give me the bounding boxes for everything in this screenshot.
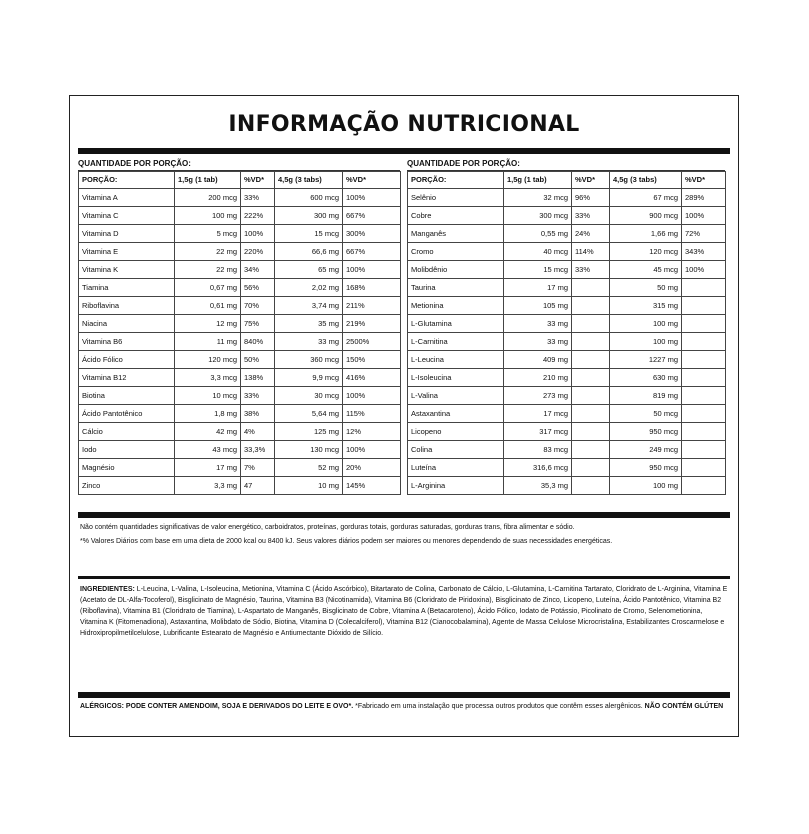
allergens: [80, 701, 728, 712]
dv-3-tabs: 100%: [343, 441, 401, 459]
amount-3-tabs: 819 mg: [610, 387, 682, 405]
amount-1-tab: 32 mcg: [504, 189, 572, 207]
nutrient-name: Selênio: [408, 189, 504, 207]
amount-1-tab: 316,6 mcg: [504, 459, 572, 477]
column-header: %VD*: [343, 172, 401, 189]
amount-1-tab: 83 mcg: [504, 441, 572, 459]
dv-1-tab: 34%: [241, 261, 275, 279]
column-header: %VD*: [572, 172, 610, 189]
amount-3-tabs: 900 mcg: [610, 207, 682, 225]
dv-1-tab: [572, 315, 610, 333]
amount-3-tabs: 120 mcg: [610, 243, 682, 261]
table-row: [408, 459, 726, 477]
amount-3-tabs: 1227 mg: [610, 351, 682, 369]
amount-3-tabs: 33 mg: [275, 333, 343, 351]
dv-3-tabs: [682, 315, 726, 333]
table-row: [79, 477, 401, 495]
nutrient-name: Vitamina K: [79, 261, 175, 279]
amount-3-tabs: 3,74 mg: [275, 297, 343, 315]
amount-3-tabs: 100 mg: [610, 333, 682, 351]
dv-3-tabs: [682, 387, 726, 405]
qty-header-right: QUANTIDADE POR PORÇÃO:: [407, 158, 725, 171]
dv-3-tabs: [682, 441, 726, 459]
amount-3-tabs: 15 mcg: [275, 225, 343, 243]
amount-3-tabs: 2,02 mg: [275, 279, 343, 297]
amount-3-tabs: 65 mg: [275, 261, 343, 279]
dv-1-tab: [572, 351, 610, 369]
dv-3-tabs: 100%: [343, 261, 401, 279]
nutrient-name: Luteína: [408, 459, 504, 477]
dv-1-tab: [572, 333, 610, 351]
table-row: [79, 423, 401, 441]
dv-3-tabs: 343%: [682, 243, 726, 261]
dv-3-tabs: 219%: [343, 315, 401, 333]
amount-3-tabs: 50 mg: [610, 279, 682, 297]
table-row: [408, 351, 726, 369]
table-row: [79, 315, 401, 333]
dv-3-tabs: [682, 297, 726, 315]
dv-3-tabs: 100%: [343, 387, 401, 405]
table-row: [408, 441, 726, 459]
dv-3-tabs: 20%: [343, 459, 401, 477]
table-row: [79, 351, 401, 369]
dv-1-tab: 50%: [241, 351, 275, 369]
nutrient-name: Tiamina: [79, 279, 175, 297]
dv-3-tabs: 416%: [343, 369, 401, 387]
amount-1-tab: 0,55 mg: [504, 225, 572, 243]
dv-1-tab: 33%: [241, 387, 275, 405]
ingredients-text: L-Leucina, L-Valina, L-Isoleucina, Metionina, Vitamina C (Ácido Ascórbico), Bitartarato de Colina, Carbonato de Cálcio, L-Glutamina, L-Carnitina Tartarato, Cloridrato de L-Arginina, Vitamina E (Acetato de DL-Alfa-Tocoferol), Bisglicinato de Magnésio, Taurina, Vitamina B3 (Nicotinamida), Vitamina B6 (Cloridrato de Piridoxina), Bisglicinato de Zinco, Licopeno, Luteína, Ácido Pantotênico, Vitamina B2 (Riboflavina), Vitamina B1 (Cloridrato de Tiamina), L-Aspartato de Manganês, Bisglicinato de Cobre, Vitamina A (Betacaroteno), Ácido Fólico, Iodato de Potássio, Picolinato de Cromo, Selenometionina, Vitamina K (Fitomenadiona), Astaxantina, Molibdato de Sódio, Biotina, Vitamina D (Colecalciferol), Vitamina B12 (Cianocobalamina), Agente de Massa Celulose Microcristalina, Estabilizantes Croscarmelose e Hidroxipropilmetilcelulose, Lubrificante Estearato de Magnésio e Antiumectante Dióxido de Silício.: [80, 586, 728, 637]
table-row: [79, 333, 401, 351]
amount-1-tab: 43 mcg: [175, 441, 241, 459]
table-row: [408, 405, 726, 423]
amount-1-tab: 17 mg: [175, 459, 241, 477]
amount-3-tabs: 100 mg: [610, 477, 682, 495]
amount-1-tab: 3,3 mcg: [175, 369, 241, 387]
nutrient-name: Metionina: [408, 297, 504, 315]
dv-1-tab: 7%: [241, 459, 275, 477]
amount-3-tabs: 30 mcg: [275, 387, 343, 405]
dv-1-tab: 222%: [241, 207, 275, 225]
table-row: [79, 369, 401, 387]
amount-3-tabs: 300 mg: [275, 207, 343, 225]
dv-1-tab: 33%: [572, 207, 610, 225]
amount-1-tab: 40 mcg: [504, 243, 572, 261]
dv-3-tabs: 211%: [343, 297, 401, 315]
amount-1-tab: 0,67 mg: [175, 279, 241, 297]
table-row: [79, 387, 401, 405]
amount-1-tab: 273 mg: [504, 387, 572, 405]
table-row: [408, 225, 726, 243]
dv-3-tabs: 667%: [343, 243, 401, 261]
amount-3-tabs: 50 mcg: [610, 405, 682, 423]
amount-3-tabs: 45 mcg: [610, 261, 682, 279]
nutrition-table-left: [78, 171, 401, 495]
table-row: [408, 423, 726, 441]
nutrition-label: [69, 95, 739, 737]
amount-1-tab: 0,61 mg: [175, 297, 241, 315]
amount-3-tabs: 630 mg: [610, 369, 682, 387]
dv-1-tab: 840%: [241, 333, 275, 351]
notes: [80, 522, 728, 547]
nutrient-name: L-Arginina: [408, 477, 504, 495]
nutrient-name: Taurina: [408, 279, 504, 297]
amount-1-tab: 120 mcg: [175, 351, 241, 369]
dv-3-tabs: [682, 333, 726, 351]
table-row: [408, 315, 726, 333]
dv-3-tabs: 12%: [343, 423, 401, 441]
table-row: [79, 297, 401, 315]
nutrient-name: L-Valina: [408, 387, 504, 405]
dv-3-tabs: 115%: [343, 405, 401, 423]
nutrient-name: Niacina: [79, 315, 175, 333]
amount-3-tabs: 35 mg: [275, 315, 343, 333]
table-row: [408, 333, 726, 351]
dv-1-tab: [572, 459, 610, 477]
dv-1-tab: [572, 369, 610, 387]
amount-1-tab: 17 mcg: [504, 405, 572, 423]
qty-header-left: QUANTIDADE POR PORÇÃO:: [78, 158, 400, 171]
dv-1-tab: 96%: [572, 189, 610, 207]
amount-3-tabs: 315 mg: [610, 297, 682, 315]
amount-3-tabs: 950 mcg: [610, 459, 682, 477]
nutrient-name: Ácido Pantotênico: [79, 405, 175, 423]
amount-3-tabs: 67 mcg: [610, 189, 682, 207]
dv-1-tab: 75%: [241, 315, 275, 333]
dv-1-tab: [572, 477, 610, 495]
amount-1-tab: 10 mcg: [175, 387, 241, 405]
table-row: [408, 207, 726, 225]
amount-3-tabs: 66,6 mg: [275, 243, 343, 261]
amount-1-tab: 105 mg: [504, 297, 572, 315]
dv-1-tab: [572, 279, 610, 297]
table-row: [408, 297, 726, 315]
table-row: [79, 459, 401, 477]
nutrient-name: L-Leucina: [408, 351, 504, 369]
amount-3-tabs: 249 mcg: [610, 441, 682, 459]
nutrient-name: Licopeno: [408, 423, 504, 441]
dv-3-tabs: 100%: [343, 189, 401, 207]
column-header: %VD*: [682, 172, 726, 189]
nutrient-name: Riboflavina: [79, 297, 175, 315]
table-row: [408, 243, 726, 261]
amount-1-tab: 210 mg: [504, 369, 572, 387]
dv-3-tabs: 145%: [343, 477, 401, 495]
table-row: [79, 441, 401, 459]
nutrient-name: Cálcio: [79, 423, 175, 441]
nutrient-name: Magnésio: [79, 459, 175, 477]
dv-1-tab: 38%: [241, 405, 275, 423]
amount-1-tab: 33 mg: [504, 333, 572, 351]
nutrient-name: Cromo: [408, 243, 504, 261]
amount-1-tab: 200 mcg: [175, 189, 241, 207]
amount-1-tab: 22 mg: [175, 261, 241, 279]
amount-3-tabs: 360 mcg: [275, 351, 343, 369]
amount-1-tab: 12 mg: [175, 315, 241, 333]
table-row: [79, 207, 401, 225]
amount-3-tabs: 125 mg: [275, 423, 343, 441]
dv-1-tab: [572, 297, 610, 315]
note-nutrients: Não contém quantidades significativas de valor energético, carboidratos, proteínas, gorduras totais, gorduras saturadas, gorduras trans, fibra alimentar e sódio.: [80, 524, 575, 531]
dv-1-tab: [572, 387, 610, 405]
table-row: [79, 279, 401, 297]
amount-3-tabs: 9,9 mcg: [275, 369, 343, 387]
dv-1-tab: 220%: [241, 243, 275, 261]
column-header: %VD*: [241, 172, 275, 189]
amount-3-tabs: 130 mcg: [275, 441, 343, 459]
dv-3-tabs: [682, 369, 726, 387]
nutrient-name: L-Carnitina: [408, 333, 504, 351]
table-row: [408, 369, 726, 387]
dv-3-tabs: 667%: [343, 207, 401, 225]
dv-1-tab: 47: [241, 477, 275, 495]
nutrient-name: Biotina: [79, 387, 175, 405]
dv-1-tab: 4%: [241, 423, 275, 441]
dv-3-tabs: [682, 423, 726, 441]
amount-1-tab: 11 mg: [175, 333, 241, 351]
amount-1-tab: 300 mcg: [504, 207, 572, 225]
table-row: [79, 261, 401, 279]
dv-3-tabs: 100%: [682, 261, 726, 279]
amount-1-tab: 100 mg: [175, 207, 241, 225]
table-divider: [78, 512, 730, 518]
amount-1-tab: 15 mcg: [504, 261, 572, 279]
column-header: 4,5g (3 tabs): [610, 172, 682, 189]
nutrient-name: Zinco: [79, 477, 175, 495]
amount-3-tabs: 5,64 mg: [275, 405, 343, 423]
dv-3-tabs: 168%: [343, 279, 401, 297]
dv-1-tab: 100%: [241, 225, 275, 243]
nutrition-table-right: [407, 171, 726, 495]
column-header: 1,5g (1 tab): [504, 172, 572, 189]
nutrient-name: Vitamina B12: [79, 369, 175, 387]
table-row: [408, 189, 726, 207]
nutrient-name: Cobre: [408, 207, 504, 225]
table-row: [408, 477, 726, 495]
dv-3-tabs: 300%: [343, 225, 401, 243]
table-header-row: [79, 172, 401, 189]
dv-3-tabs: [682, 405, 726, 423]
notes-divider: [78, 576, 730, 579]
dv-1-tab: 138%: [241, 369, 275, 387]
amount-3-tabs: 950 mcg: [610, 423, 682, 441]
column-header: 4,5g (3 tabs): [275, 172, 343, 189]
dv-1-tab: 24%: [572, 225, 610, 243]
amount-1-tab: 35,3 mg: [504, 477, 572, 495]
amount-1-tab: 17 mg: [504, 279, 572, 297]
dv-1-tab: [572, 405, 610, 423]
amount-1-tab: 5 mcg: [175, 225, 241, 243]
amount-1-tab: 33 mg: [504, 315, 572, 333]
table-header-row: [408, 172, 726, 189]
dv-1-tab: 56%: [241, 279, 275, 297]
dv-1-tab: [572, 441, 610, 459]
nutrient-name: Vitamina D: [79, 225, 175, 243]
allergens-label: ALÉRGICOS: PODE CONTER AMENDOIM, SOJA E DERIVADOS DO LEITE E OVO*.: [80, 703, 354, 710]
amount-3-tabs: 100 mg: [610, 315, 682, 333]
amount-1-tab: 3,3 mg: [175, 477, 241, 495]
dv-3-tabs: 2500%: [343, 333, 401, 351]
nutrient-name: Colina: [408, 441, 504, 459]
nutrient-name: Ácido Fólico: [79, 351, 175, 369]
table-row: [79, 405, 401, 423]
dv-1-tab: [572, 423, 610, 441]
nutrient-name: L-Isoleucina: [408, 369, 504, 387]
table-row: [408, 279, 726, 297]
nutrient-name: Vitamina E: [79, 243, 175, 261]
column-header: PORÇÃO:: [79, 172, 175, 189]
dv-3-tabs: [682, 477, 726, 495]
amount-3-tabs: 1,66 mg: [610, 225, 682, 243]
table-row: [79, 243, 401, 261]
dv-1-tab: 33%: [241, 189, 275, 207]
gluten-statement: NÃO CONTÉM GLÚTEN: [644, 703, 724, 710]
nutrient-name: L-Glutamina: [408, 315, 504, 333]
amount-3-tabs: 10 mg: [275, 477, 343, 495]
dv-3-tabs: 100%: [682, 207, 726, 225]
nutrient-name: Vitamina A: [79, 189, 175, 207]
dv-3-tabs: 289%: [682, 189, 726, 207]
amount-3-tabs: 52 mg: [275, 459, 343, 477]
amount-1-tab: 1,8 mg: [175, 405, 241, 423]
dv-3-tabs: [682, 459, 726, 477]
amount-1-tab: 42 mg: [175, 423, 241, 441]
table-row: [79, 189, 401, 207]
dv-1-tab: 33,3%: [241, 441, 275, 459]
ingredients-label: INGREDIENTES:: [80, 586, 135, 593]
label-title: INFORMAÇÃO NUTRICIONAL: [228, 112, 580, 137]
dv-3-tabs: 150%: [343, 351, 401, 369]
nutrition-panel-left: [78, 158, 400, 495]
title-divider: [78, 148, 730, 154]
dv-1-tab: 33%: [572, 261, 610, 279]
nutrient-name: Manganês: [408, 225, 504, 243]
dv-1-tab: 114%: [572, 243, 610, 261]
table-row: [79, 225, 401, 243]
ingredients-divider: [78, 692, 730, 698]
column-header: 1,5g (1 tab): [175, 172, 241, 189]
ingredients: [80, 584, 728, 639]
nutrient-name: Iodo: [79, 441, 175, 459]
nutrient-name: Vitamina B6: [79, 333, 175, 351]
allergens-text: *Fabricado em uma instalação que processa outros produtos que contêm esses alergênicos.: [355, 703, 643, 710]
nutrient-name: Vitamina C: [79, 207, 175, 225]
nutrition-panel-right: [407, 158, 725, 495]
amount-1-tab: 22 mg: [175, 243, 241, 261]
dv-1-tab: 70%: [241, 297, 275, 315]
dv-3-tabs: 72%: [682, 225, 726, 243]
nutrient-name: Astaxantina: [408, 405, 504, 423]
note-daily-values: *% Valores Diários com base em uma dieta de 2000 kcal ou 8400 kJ. Seus valores diários podem ser maiores ou menores dependendo de suas necessidades energéticas.: [80, 538, 613, 545]
column-header: PORÇÃO:: [408, 172, 504, 189]
dv-3-tabs: [682, 279, 726, 297]
dv-3-tabs: [682, 351, 726, 369]
table-row: [408, 261, 726, 279]
amount-1-tab: 409 mg: [504, 351, 572, 369]
nutrient-name: Molibdênio: [408, 261, 504, 279]
amount-3-tabs: 600 mcg: [275, 189, 343, 207]
amount-1-tab: 317 mcg: [504, 423, 572, 441]
table-row: [408, 387, 726, 405]
